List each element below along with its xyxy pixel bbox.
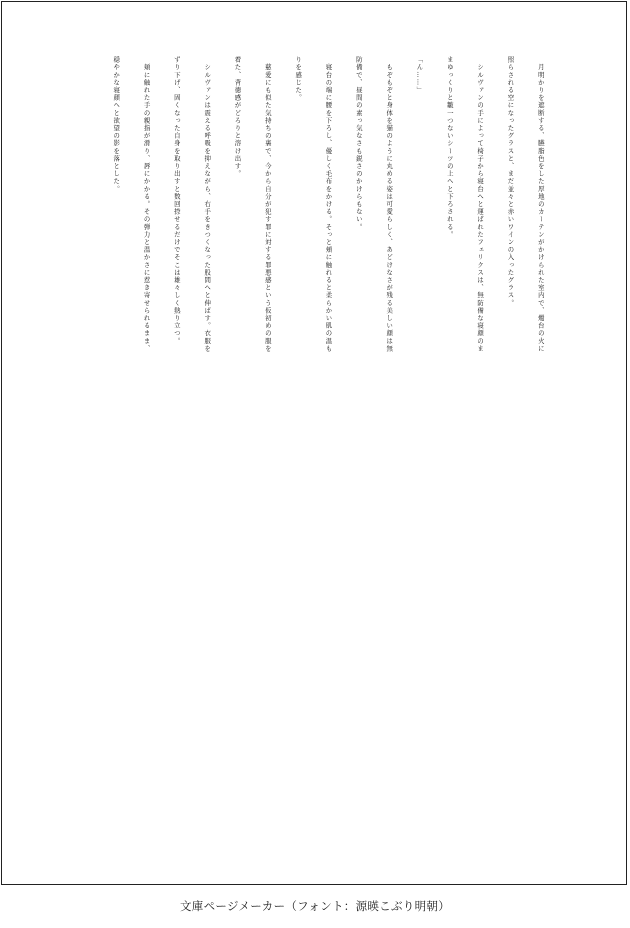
text-line: シルヴァンは震える呼吸を抑えながら、右手をきつくなった股間へと伸ばす。衣服を (203, 56, 212, 353)
vertical-text-body (91, 56, 566, 846)
text-line: 着た、背徳感がどろりと溶け出す。 (233, 56, 242, 178)
text-line: 慈愛にも似た気持ちの裏で、今から自分が犯す罪に対する罪悪感という仮初めの服を (263, 56, 272, 353)
text-line: 寝台の端に腰を下ろし、優しく毛布をかける。そっと頬に触れると柔らかい肌の温も (324, 56, 333, 353)
text-line: 防備で、昼間の素っ気なさも鋭さのかけらもない。 (354, 56, 363, 231)
text-line: 頬に触れた手の親指が滑り、唇にかかる。その弾力と温かさに惹き寄せられるまま、 (142, 56, 151, 353)
text-line: もぞもぞと身体を猫のように丸める姿は可愛らしく、あどけなさが残る美しい顔は無 (385, 56, 394, 353)
book-page (1, 1, 627, 885)
text-line: ずり下げ、固くなった自身を取り出すと数回捺せるだけでそこは雄々しく熱り立つ。 (172, 56, 181, 345)
footer-credit: 文庫ページメーカー（フォント：源暎こぶり明朝） (179, 899, 451, 913)
text-line: 穏やかな寝顔へと欲望の影を落とした。 (112, 56, 121, 193)
text-line: 照らされる空になったグラスと、まだ並々と赤いワインの入ったグラス。 (506, 56, 515, 307)
text-line: シルヴァンの手によって椅子から寝台へと運ばれたフェリクスは、無防備な寝顔のま (476, 56, 485, 353)
text-line: りを感じた。 (294, 56, 303, 102)
text-line: まゆっくりと皺一つないシーツの上へと下ろされる。 (445, 56, 454, 239)
text-line: 「ん……」 (415, 56, 424, 94)
text-line: 月明かりを遮断する、臙脂色をした厚地のカーテンがかけられた室内で、燭台の火に (536, 56, 545, 353)
